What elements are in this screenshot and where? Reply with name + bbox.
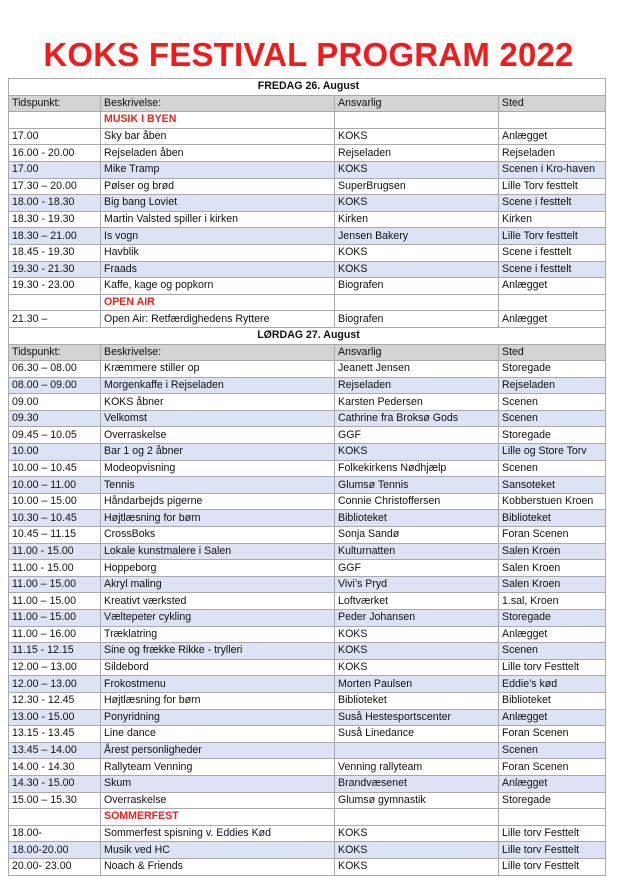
time-cell: 14.30 - 15.00 <box>9 775 101 792</box>
table-row <box>9 858 606 875</box>
column-header: Ansvarlig <box>335 344 499 361</box>
responsible-cell: Kulturnatten <box>335 543 499 560</box>
table-row <box>9 510 606 527</box>
place-cell: Rejseladen <box>499 377 606 394</box>
description-cell: Højtlæsning for børn <box>101 692 335 709</box>
section-name: SOMMERFEST <box>101 809 335 826</box>
description-cell: Big bang Loviet <box>101 195 335 212</box>
place-cell: Salen Kroen <box>499 543 606 560</box>
time-cell: 11.00 – 15.00 <box>9 593 101 610</box>
place-cell: Sansoteket <box>499 477 606 494</box>
place-cell: Storegade <box>499 427 606 444</box>
place-cell: Scenen <box>499 410 606 427</box>
table-row <box>9 543 606 560</box>
place-cell: Anlægget <box>499 278 606 295</box>
description-cell: Højtlæsning for børn <box>101 510 335 527</box>
responsible-cell: GGF <box>335 427 499 444</box>
day-title-row <box>9 79 606 96</box>
table-row <box>9 195 606 212</box>
time-cell: 11.00 - 15.00 <box>9 543 101 560</box>
time-cell: 18.30 – 21.00 <box>9 228 101 245</box>
responsible-cell: Folkekirkens Nødhjælp <box>335 460 499 477</box>
place-cell: Salen Kroen <box>499 560 606 577</box>
section-blank <box>335 294 499 311</box>
place-cell: Scenen <box>499 643 606 660</box>
time-cell: 09.30 <box>9 410 101 427</box>
responsible-cell: KOKS <box>335 842 499 859</box>
place-cell: Lille torv Festtelt <box>499 842 606 859</box>
day-title: FREDAG 26. August <box>9 79 606 96</box>
time-cell: 06.30 – 08.00 <box>9 361 101 378</box>
place-cell: Salen Kroen <box>499 576 606 593</box>
responsible-cell: Jensen Bakery <box>335 228 499 245</box>
section-row <box>9 294 606 311</box>
table-row <box>9 493 606 510</box>
responsible-cell: KOKS <box>335 444 499 461</box>
table-row <box>9 610 606 627</box>
time-cell: 13.00 - 15.00 <box>9 709 101 726</box>
description-cell: CrossBoks <box>101 527 335 544</box>
responsible-cell: KOKS <box>335 643 499 660</box>
time-cell: 17.30 – 20.00 <box>9 178 101 195</box>
responsible-cell: Vivi’s Pryd <box>335 576 499 593</box>
section-blank <box>9 809 101 826</box>
responsible-cell: Jeanett Jensen <box>335 361 499 378</box>
responsible-cell: Rejseladen <box>335 145 499 162</box>
column-header-row <box>9 344 606 361</box>
table-row <box>9 178 606 195</box>
place-cell: Rejseladen <box>499 145 606 162</box>
place-cell: Anlægget <box>499 626 606 643</box>
responsible-cell: Sonja Sandø <box>335 527 499 544</box>
time-cell: 20.00- 23.00 <box>9 858 101 875</box>
section-blank <box>9 294 101 311</box>
description-cell: Årest personligheder <box>101 742 335 759</box>
description-cell: Tennis <box>101 477 335 494</box>
time-cell: 15.00 – 15.30 <box>9 792 101 809</box>
responsible-cell: Rejseladen <box>335 377 499 394</box>
time-cell: 13.45 – 14.00 <box>9 742 101 759</box>
description-cell: Martin Valsted spiller i kirken <box>101 211 335 228</box>
responsible-cell: KOKS <box>335 195 499 212</box>
time-cell: 10.00 – 11.00 <box>9 477 101 494</box>
place-cell: Foran Scenen <box>499 759 606 776</box>
program-table-body <box>9 79 606 876</box>
responsible-cell: KOKS <box>335 261 499 278</box>
table-row <box>9 477 606 494</box>
responsible-cell: SuperBrugsen <box>335 178 499 195</box>
description-cell: Lokale kunstmalere i Salen <box>101 543 335 560</box>
time-cell: 18.00- <box>9 825 101 842</box>
table-row <box>9 394 606 411</box>
responsible-cell: Venning rallyteam <box>335 759 499 776</box>
description-cell: Kræmmere stiller op <box>101 361 335 378</box>
day-title-row <box>9 327 606 344</box>
responsible-cell: KOKS <box>335 128 499 145</box>
table-row <box>9 460 606 477</box>
place-cell: Foran Scenen <box>499 527 606 544</box>
time-cell: 11.15 - 12.15 <box>9 643 101 660</box>
responsible-cell: Biblioteket <box>335 692 499 709</box>
responsible-cell: Karsten Pedersen <box>335 394 499 411</box>
table-row <box>9 145 606 162</box>
description-cell: Sky bar åben <box>101 128 335 145</box>
description-cell: Fraads <box>101 261 335 278</box>
time-cell: 14.00 - 14.30 <box>9 759 101 776</box>
table-row <box>9 444 606 461</box>
place-cell: Scenen <box>499 394 606 411</box>
table-row <box>9 560 606 577</box>
description-cell: Sildebord <box>101 659 335 676</box>
time-cell: 10.00 <box>9 444 101 461</box>
column-header: Sted <box>499 344 606 361</box>
place-cell: Eddie’s kød <box>499 676 606 693</box>
column-header: Ansvarlig <box>335 95 499 112</box>
description-cell: Pølser og brød <box>101 178 335 195</box>
place-cell: Biblioteket <box>499 510 606 527</box>
description-cell: KOKS åbner <box>101 394 335 411</box>
place-cell: Scenen <box>499 742 606 759</box>
place-cell: Lille og Store Torv <box>499 444 606 461</box>
time-cell: 16.00 - 20.00 <box>9 145 101 162</box>
column-header: Beskrivelse: <box>101 344 335 361</box>
responsible-cell: KOKS <box>335 825 499 842</box>
table-row <box>9 311 606 328</box>
place-cell: Storegade <box>499 792 606 809</box>
time-cell: 19.30 - 23.00 <box>9 278 101 295</box>
time-cell: 18.00-20.00 <box>9 842 101 859</box>
responsible-cell: KOKS <box>335 858 499 875</box>
place-cell: Scene i festtelt <box>499 261 606 278</box>
description-cell: Skum <box>101 775 335 792</box>
place-cell: Storegade <box>499 610 606 627</box>
table-row <box>9 361 606 378</box>
table-row <box>9 244 606 261</box>
program-table <box>8 78 606 876</box>
description-cell: Kaffe, kage og popkorn <box>101 278 335 295</box>
time-cell: 10.00 – 10.45 <box>9 460 101 477</box>
description-cell: Træklatring <box>101 626 335 643</box>
place-cell: Kobberstuen Kroen <box>499 493 606 510</box>
place-cell: Kirken <box>499 211 606 228</box>
description-cell: Håndarbejds pigerne <box>101 493 335 510</box>
time-cell: 18.45 - 19.30 <box>9 244 101 261</box>
responsible-cell <box>335 742 499 759</box>
table-row <box>9 775 606 792</box>
place-cell: Anlægget <box>499 709 606 726</box>
description-cell: Velkomst <box>101 410 335 427</box>
time-cell: 12.00 – 13.00 <box>9 659 101 676</box>
time-cell: 13.15 - 13.45 <box>9 726 101 743</box>
table-row <box>9 228 606 245</box>
responsible-cell: KOKS <box>335 659 499 676</box>
place-cell: 1.sal, Kroen <box>499 593 606 610</box>
table-row <box>9 410 606 427</box>
responsible-cell: Biografen <box>335 278 499 295</box>
table-row <box>9 576 606 593</box>
time-cell: 11.00 – 15.00 <box>9 576 101 593</box>
table-row <box>9 692 606 709</box>
time-cell: 08.00 – 09.00 <box>9 377 101 394</box>
column-header: Tidspunkt: <box>9 95 101 112</box>
responsible-cell: Peder Johansen <box>335 610 499 627</box>
responsible-cell: Cathrine fra Broksø Gods <box>335 410 499 427</box>
table-row <box>9 593 606 610</box>
section-row <box>9 112 606 129</box>
time-cell: 12.00 – 13.00 <box>9 676 101 693</box>
section-blank <box>499 294 606 311</box>
table-row <box>9 726 606 743</box>
table-row <box>9 759 606 776</box>
description-cell: Sine og frække Rikke - trylleri <box>101 643 335 660</box>
time-cell: 10.00 – 15.00 <box>9 493 101 510</box>
time-cell: 09.45 – 10.05 <box>9 427 101 444</box>
responsible-cell: Glumsø gymnastik <box>335 792 499 809</box>
column-header: Tidspunkt: <box>9 344 101 361</box>
column-header: Sted <box>499 95 606 112</box>
description-cell: Havblik <box>101 244 335 261</box>
description-cell: Open Air: Retfærdighedens Ryttere <box>101 311 335 328</box>
responsible-cell: KOKS <box>335 161 499 178</box>
description-cell: Akryl maling <box>101 576 335 593</box>
responsible-cell: Suså Hestesportscenter <box>335 709 499 726</box>
responsible-cell: GGF <box>335 560 499 577</box>
time-cell: 10.45 – 11.15 <box>9 527 101 544</box>
place-cell: Scenen i Kro-haven <box>499 161 606 178</box>
place-cell: Scenen <box>499 460 606 477</box>
place-cell: Anlægget <box>499 311 606 328</box>
section-blank <box>335 809 499 826</box>
place-cell: Lille Torv festtelt <box>499 228 606 245</box>
table-row <box>9 278 606 295</box>
time-cell: 11.00 - 15.00 <box>9 560 101 577</box>
description-cell: Ponyridning <box>101 709 335 726</box>
time-cell: 17.00 <box>9 161 101 178</box>
description-cell: Overraskelse <box>101 427 335 444</box>
responsible-cell: Morten Paulsen <box>335 676 499 693</box>
place-cell: Storegade <box>499 361 606 378</box>
time-cell: 09.00 <box>9 394 101 411</box>
time-cell: 12.30 - 12.45 <box>9 692 101 709</box>
time-cell: 19.30 - 21.30 <box>9 261 101 278</box>
time-cell: 17.00 <box>9 128 101 145</box>
description-cell: Noach & Friends <box>101 858 335 875</box>
place-cell: Lille torv Festtelt <box>499 659 606 676</box>
table-row <box>9 643 606 660</box>
description-cell: Bar 1 og 2 åbner <box>101 444 335 461</box>
responsible-cell: Glumsø Tennis <box>335 477 499 494</box>
place-cell: Anlægget <box>499 775 606 792</box>
table-row <box>9 527 606 544</box>
place-cell: Scene i festtelt <box>499 244 606 261</box>
place-cell: Anlægget <box>499 128 606 145</box>
section-name: OPEN AIR <box>101 294 335 311</box>
section-blank <box>499 112 606 129</box>
table-row <box>9 842 606 859</box>
description-cell: Line dance <box>101 726 335 743</box>
description-cell: Rejseladen åben <box>101 145 335 162</box>
section-name: MUSIK I BYEN <box>101 112 335 129</box>
place-cell: Foran Scenen <box>499 726 606 743</box>
place-cell: Biblioteket <box>499 692 606 709</box>
description-cell: Hoppeborg <box>101 560 335 577</box>
section-blank <box>9 112 101 129</box>
table-row <box>9 825 606 842</box>
section-row <box>9 809 606 826</box>
table-row <box>9 128 606 145</box>
description-cell: Kreativt værksted <box>101 593 335 610</box>
description-cell: Frokostmenu <box>101 676 335 693</box>
column-header: Beskrivelse: <box>101 95 335 112</box>
time-cell: 11.00 – 15.00 <box>9 610 101 627</box>
table-row <box>9 377 606 394</box>
time-cell: 18.00 - 18.30 <box>9 195 101 212</box>
place-cell: Scene i festtelt <box>499 195 606 212</box>
description-cell: Is vogn <box>101 228 335 245</box>
time-cell: 11.00 – 16.00 <box>9 626 101 643</box>
table-row <box>9 211 606 228</box>
responsible-cell: Biblioteket <box>335 510 499 527</box>
column-header-row <box>9 95 606 112</box>
place-cell: Lille torv Festtelt <box>499 825 606 842</box>
place-cell: Lille torv Festtelt <box>499 858 606 875</box>
description-cell: Modeopvisning <box>101 460 335 477</box>
description-cell: Sommerfest spisning v. Eddies Kød <box>101 825 335 842</box>
page-title: KOKS FESTIVAL PROGRAM 2022 <box>43 36 574 73</box>
responsible-cell: Suså Linedance <box>335 726 499 743</box>
description-cell: Overraskelse <box>101 792 335 809</box>
table-row <box>9 676 606 693</box>
description-cell: Morgenkaffe i Rejseladen <box>101 377 335 394</box>
description-cell: Væltepeter cykling <box>101 610 335 627</box>
table-row <box>9 161 606 178</box>
day-title: LØRDAG 27. August <box>9 327 606 344</box>
table-row <box>9 626 606 643</box>
responsible-cell: Biografen <box>335 311 499 328</box>
responsible-cell: KOKS <box>335 244 499 261</box>
place-cell: Lille Torv festtelt <box>499 178 606 195</box>
time-cell: 18.30 - 19.30 <box>9 211 101 228</box>
time-cell: 21.30 – <box>9 311 101 328</box>
section-blank <box>335 112 499 129</box>
responsible-cell: Kirken <box>335 211 499 228</box>
responsible-cell: KOKS <box>335 626 499 643</box>
table-row <box>9 427 606 444</box>
responsible-cell: Brandvæsenet <box>335 775 499 792</box>
description-cell: Rallyteam Venning <box>101 759 335 776</box>
time-cell: 10.30 – 10.45 <box>9 510 101 527</box>
table-row <box>9 742 606 759</box>
table-row <box>9 709 606 726</box>
table-row <box>9 261 606 278</box>
description-cell: Mike Tramp <box>101 161 335 178</box>
description-cell: Musik ved HC <box>101 842 335 859</box>
responsible-cell: Connie Christoffersen <box>335 493 499 510</box>
table-row <box>9 792 606 809</box>
section-blank <box>499 809 606 826</box>
responsible-cell: Loftværket <box>335 593 499 610</box>
table-row <box>9 659 606 676</box>
